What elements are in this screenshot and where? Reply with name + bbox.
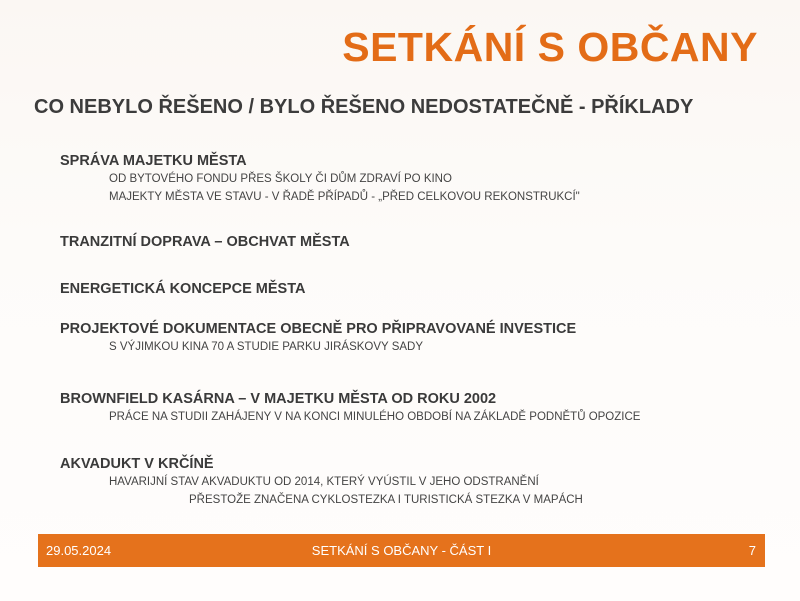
footer-bar (38, 534, 765, 567)
list-item (60, 280, 780, 320)
section-heading: PROJEKTOVÉ DOKUMENTACE OBECNĚ PRO PŘIPRAVOVANÉ INVESTICE (60, 321, 577, 337)
section-detail: MAJEKTY MĚSTA VE STAVU - V ŘADĚ PŘÍPADŮ - „PŘED CELKOVOU REKONSTRUKCÍ" (109, 191, 580, 203)
list-item (60, 455, 780, 509)
section-heading: AKVADUKT V KRČÍNĚ (60, 456, 214, 472)
section-heading: SPRÁVA MAJETKU MĚSTA (60, 153, 247, 169)
list-item (60, 233, 780, 280)
section-detail: PŘESTOŽE ZNAČENA CYKLOSTEZKA I TURISTICKÁ STEZKA V MAPÁCH (189, 494, 583, 506)
section-detail: HAVARIJNÍ STAV AKVADUKTU OD 2014, KTERÝ VYÚSTIL V JEHO ODSTRANĚNÍ (109, 476, 539, 488)
slide-subtitle: CO NEBYLO ŘEŠENO / BYLO ŘEŠENO NEDOSTATEČNĚ - PŘÍKLADY (34, 96, 694, 118)
section-heading: ENERGETICKÁ KONCEPCE MĚSTA (60, 281, 306, 297)
section-detail: S VÝJIMKOU KINA 70 A STUDIE PARKU JIRÁSKOVY SADY (109, 341, 424, 353)
footer-title: SETKÁNÍ S OBČANY - ČÁST I (311, 543, 492, 558)
list-item (60, 390, 780, 455)
section-detail: OD BYTOVÉHO FONDU PŘES ŠKOLY ČI DŮM ZDRAVÍ PO KINO (109, 173, 452, 185)
footer-date: 29.05.2024 (46, 543, 112, 558)
section-heading: BROWNFIELD KASÁRNA – V MAJETKU MĚSTA OD ROKU 2002 (60, 391, 497, 407)
section-detail: PRÁCE NA STUDII ZAHÁJENY V NA KONCI MINULÉHO OBDOBÍ NA ZÁKLADĚ PODNĚTŮ OPOZICE (109, 411, 641, 423)
page-number: 7 (748, 543, 756, 558)
slide-title: SETKÁNÍ S OBČANY (342, 24, 758, 70)
list-item (60, 320, 780, 390)
bullet-list (60, 152, 780, 509)
list-item (60, 152, 780, 233)
section-heading: TRANZITNÍ DOPRAVA – OBCHVAT MĚSTA (60, 234, 350, 250)
